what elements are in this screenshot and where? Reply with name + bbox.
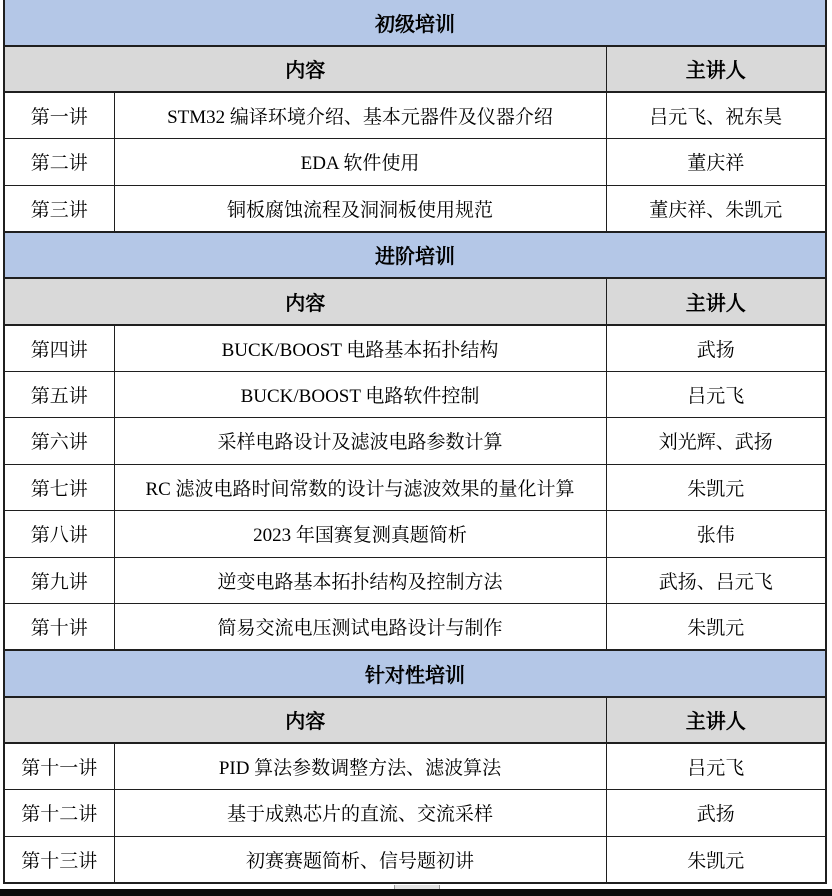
lecture-row [4,139,826,186]
column-header-row [4,46,826,93]
lecture-content-cell: BUCK/BOOST 电路软件控制 [114,371,606,418]
lecture-speaker-cell: 武扬、吕元飞 [606,557,826,604]
lecture-speaker-cell: 朱凯元 [606,464,826,511]
lecture-content-cell: BUCK/BOOST 电路基本拓扑结构 [114,325,606,372]
lecture-speaker-cell: 吕元飞 [606,371,826,418]
screenshot-bottom-bar [0,889,832,896]
lecture-row [4,325,826,372]
lecture-speaker-cell: 吕元飞、祝东昊 [606,92,826,139]
lecture-speaker-cell: 吕元飞 [606,743,826,790]
content-column-header: 内容 [4,697,606,744]
section-title: 初级培训 [4,0,826,46]
content-column-header: 内容 [4,278,606,325]
lecture-content-cell: EDA 软件使用 [114,139,606,186]
lecture-row [4,743,826,790]
lecture-content-cell: 简易交流电压测试电路设计与制作 [114,604,606,651]
section-title: 针对性培训 [4,650,826,697]
lecture-speaker-cell: 刘光辉、武扬 [606,418,826,465]
lecture-speaker-cell: 朱凯元 [606,836,826,883]
section-title: 进阶培训 [4,232,826,279]
speaker-column-header: 主讲人 [606,697,826,744]
training-schedule-table [3,0,827,884]
lecture-number-cell: 第二讲 [4,139,114,186]
speaker-column-header: 主讲人 [606,46,826,93]
lecture-content-cell: 基于成熟芯片的直流、交流采样 [114,790,606,837]
lecture-content-cell: STM32 编译环境介绍、基本元器件及仪器介绍 [114,92,606,139]
lecture-number-cell: 第十三讲 [4,836,114,883]
lecture-row [4,790,826,837]
lecture-number-cell: 第十讲 [4,604,114,651]
lecture-row [4,836,826,883]
speaker-column-header: 主讲人 [606,278,826,325]
lecture-row [4,418,826,465]
column-header-row [4,697,826,744]
column-header-row [4,278,826,325]
lecture-speaker-cell: 朱凯元 [606,604,826,651]
lecture-content-cell: 逆变电路基本拓扑结构及控制方法 [114,557,606,604]
lecture-number-cell: 第十一讲 [4,743,114,790]
lecture-row [4,557,826,604]
lecture-row [4,185,826,232]
lecture-speaker-cell: 董庆祥、朱凯元 [606,185,826,232]
lecture-content-cell: 采样电路设计及滤波电路参数计算 [114,418,606,465]
lecture-content-cell: RC 滤波电路时间常数的设计与滤波效果的量化计算 [114,464,606,511]
lecture-number-cell: 第十二讲 [4,790,114,837]
section-header-row [4,232,826,279]
lecture-number-cell: 第七讲 [4,464,114,511]
lecture-row [4,371,826,418]
lecture-speaker-cell: 武扬 [606,790,826,837]
lecture-speaker-cell: 张伟 [606,511,826,558]
lecture-number-cell: 第一讲 [4,92,114,139]
content-column-header: 内容 [4,46,606,93]
lecture-content-cell: 初赛赛题简析、信号题初讲 [114,836,606,883]
lecture-row [4,464,826,511]
lecture-number-cell: 第三讲 [4,185,114,232]
lecture-number-cell: 第五讲 [4,371,114,418]
lecture-content-cell: 2023 年国赛复测真题简析 [114,511,606,558]
lecture-row [4,511,826,558]
lecture-row [4,92,826,139]
lecture-speaker-cell: 董庆祥 [606,139,826,186]
lecture-number-cell: 第六讲 [4,418,114,465]
section-header-row [4,650,826,697]
lecture-row [4,604,826,651]
lecture-number-cell: 第四讲 [4,325,114,372]
lecture-content-cell: PID 算法参数调整方法、滤波算法 [114,743,606,790]
lecture-speaker-cell: 武扬 [606,325,826,372]
lecture-number-cell: 第八讲 [4,511,114,558]
lecture-content-cell: 铜板腐蚀流程及洞洞板使用规范 [114,185,606,232]
section-header-row [4,0,826,46]
lecture-number-cell: 第九讲 [4,557,114,604]
